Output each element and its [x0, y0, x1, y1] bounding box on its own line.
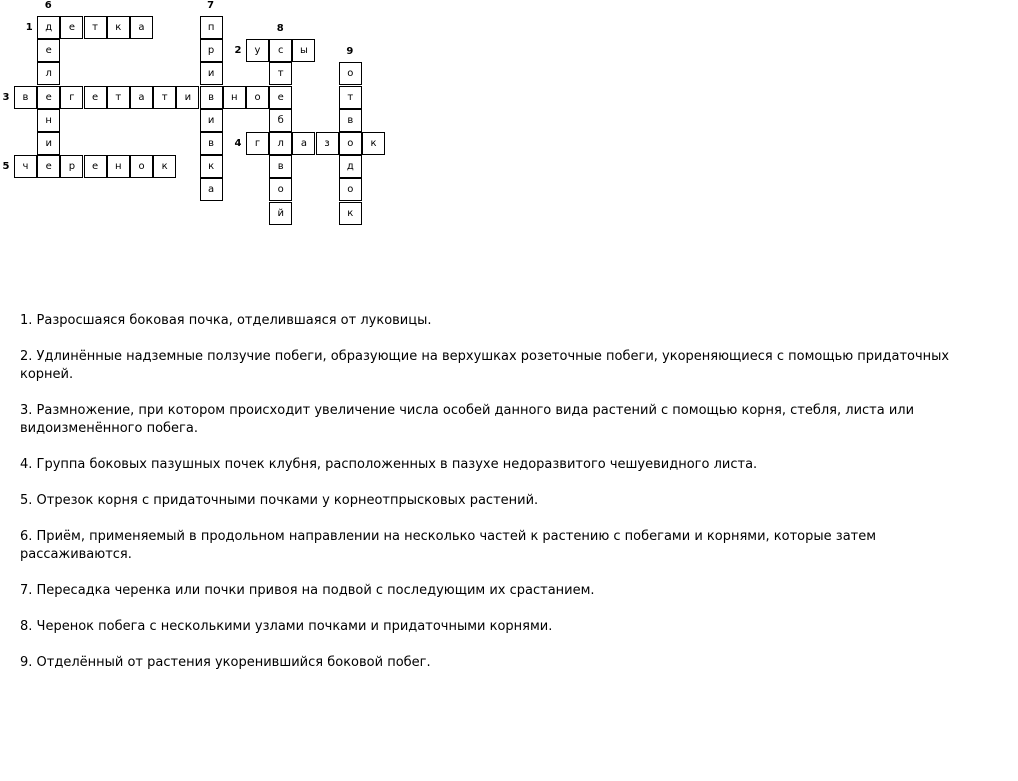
crossword-cell: г — [60, 86, 83, 109]
crossword-cell: р — [60, 155, 83, 178]
crossword-cell: в — [14, 86, 37, 109]
crossword-cell: к — [107, 16, 130, 39]
crossword-cell: д — [339, 155, 362, 178]
crossword-cell: е — [37, 39, 60, 62]
crossword-cell: й — [269, 202, 292, 225]
crossword-cell: к — [339, 202, 362, 225]
crossword-cell: г — [246, 132, 269, 155]
crossword-cell: е — [60, 16, 83, 39]
clue-5: 5. Отрезок корня с придаточными почками у корнеотпрысковых растений. — [20, 493, 539, 508]
crossword-cell: з — [316, 132, 339, 155]
clue-8: 8. Черенок побега с несколькими узлами почками и придаточными корнями. — [20, 619, 553, 634]
crossword-cell: в — [269, 155, 292, 178]
clue-number-3: 3 — [2, 91, 10, 103]
crossword-cell: о — [130, 155, 153, 178]
crossword-cell: и — [200, 109, 223, 132]
crossword-cell: т — [84, 16, 107, 39]
clue-number-2: 2 — [234, 45, 242, 57]
crossword-cell: д — [37, 16, 60, 39]
crossword-cell: и — [37, 132, 60, 155]
crossword-cell: а — [130, 16, 153, 39]
crossword-cell: е — [37, 86, 60, 109]
crossword-cell: и — [176, 86, 199, 109]
crossword-cell: к — [200, 155, 223, 178]
crossword-grid — [0, 0, 1018, 300]
crossword-cell: е — [84, 155, 107, 178]
clue-number-7: 7 — [207, 0, 215, 11]
crossword-cell: а — [292, 132, 315, 155]
clue-9: 9. Отделённый от растения укоренившийся боковой побег. — [20, 655, 431, 670]
crossword-cell: о — [339, 62, 362, 85]
crossword-cell: т — [269, 62, 292, 85]
clue-6: 6. Приём, применяемый в продольном направлении на несколько частей к растению с побегами и корнями, которые затем рассаживаются. — [20, 529, 877, 562]
crossword-cell: т — [107, 86, 130, 109]
crossword-cell: л — [269, 132, 292, 155]
crossword-cell: е — [37, 155, 60, 178]
crossword-cell: а — [200, 178, 223, 201]
crossword-cell: ч — [14, 155, 37, 178]
clue-number-1: 1 — [25, 22, 33, 33]
crossword-cell: п — [200, 16, 223, 39]
clue-list — [20, 312, 980, 690]
clue-number-4: 4 — [234, 138, 242, 149]
crossword-cell: б — [269, 109, 292, 132]
clue-2: 2. Удлинённые надземные ползучие побеги, образующие на верхушках розеточные побеги, укореняющиеся с помощью придаточных корней. — [20, 349, 950, 382]
clue-number-8: 8 — [276, 23, 284, 35]
clue-number-9: 9 — [346, 46, 354, 58]
crossword-cell: в — [200, 132, 223, 155]
clue-1: 1. Разросшаяся боковая почка, отделившаяся от луковицы. — [20, 313, 432, 328]
crossword-cell: с — [269, 39, 292, 62]
crossword-cell: ы — [292, 39, 315, 62]
clue-3: 3. Размножение, при котором происходит увеличение числа особей данного вида растений с помощью корня, стебля, листа или видоизменённого побега. — [20, 403, 915, 436]
crossword-cell: о — [246, 86, 269, 109]
crossword-cell: о — [269, 178, 292, 201]
crossword-cell: л — [37, 62, 60, 85]
crossword-cell: о — [339, 178, 362, 201]
crossword-cell: т — [153, 86, 176, 109]
clue-4: 4. Группа боковых пазушных почек клубня, расположенных в пазухе недоразвитого чешуевидного листа. — [20, 457, 758, 472]
crossword-cell: р — [200, 39, 223, 62]
crossword-cell: у — [246, 39, 269, 62]
clue-7: 7. Пересадка черенка или почки привоя на подвой с последующим их срастанием. — [20, 583, 595, 598]
crossword-cell: в — [339, 109, 362, 132]
crossword-cell: в — [200, 86, 223, 109]
clue-number-6: 6 — [44, 0, 52, 11]
clue-number-5: 5 — [2, 161, 10, 173]
crossword-cell: т — [339, 86, 362, 109]
crossword-cell: е — [269, 86, 292, 109]
crossword-cell: е — [84, 86, 107, 109]
crossword-cell: н — [107, 155, 130, 178]
crossword-cell: к — [153, 155, 176, 178]
crossword-cell: а — [130, 86, 153, 109]
crossword-cell: о — [339, 132, 362, 155]
crossword-cell: н — [223, 86, 246, 109]
crossword-cell: н — [37, 109, 60, 132]
crossword-cell: и — [200, 62, 223, 85]
crossword-cell: к — [362, 132, 385, 155]
